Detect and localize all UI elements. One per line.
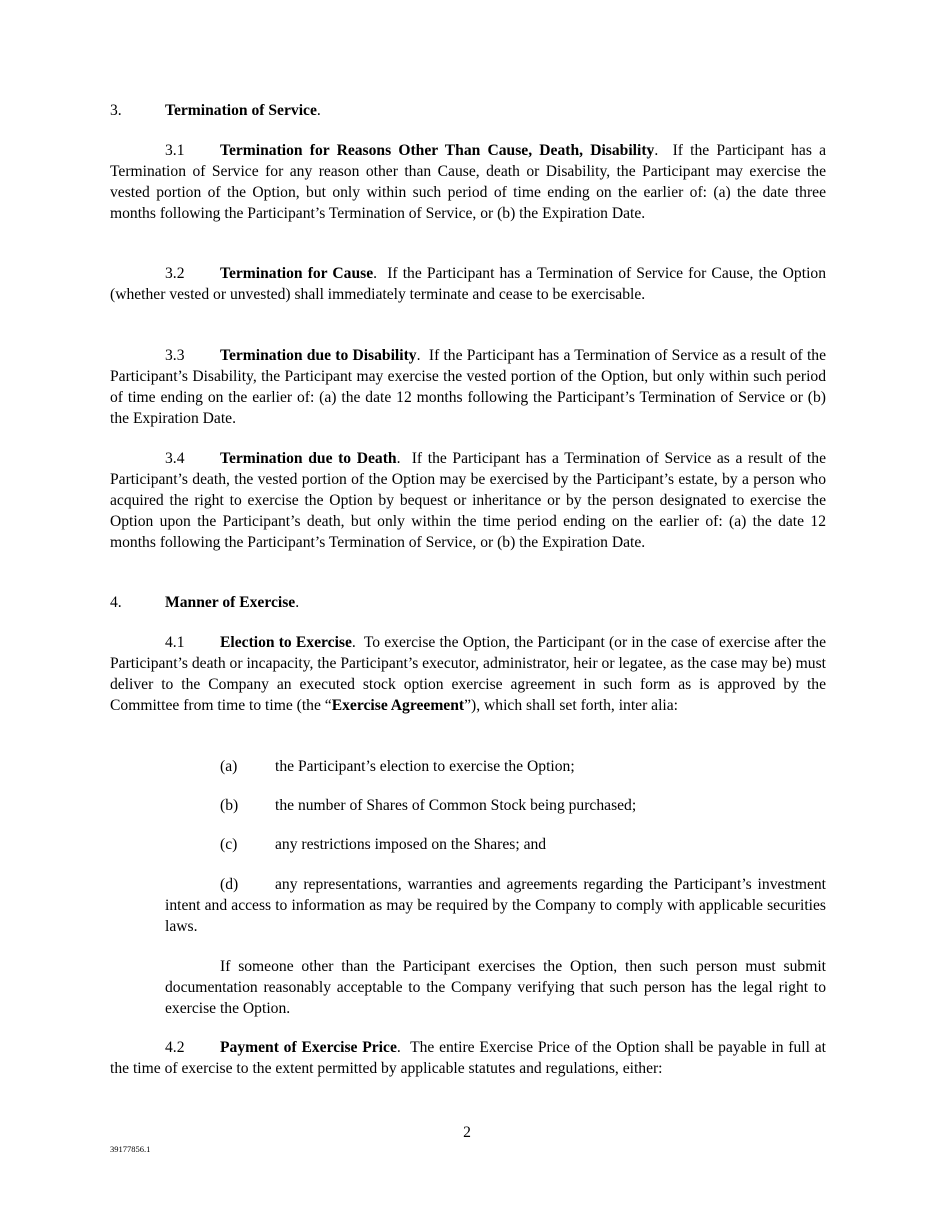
section-number: 3. xyxy=(110,102,122,119)
list-item-label: (c) xyxy=(220,836,238,853)
section-body: If the Participant has a Termination of Service as a result of the Participant’s death, the vested portion of the Option may be exercised by the Participant’s estate, by a person who acquired the right to exercise the Option by bequest or inheritance or by the person designated to exercise the Option upon the Participant’s death, but only within the time period ending on the earlier of: (a) the date 12 months following the Participant’s Termination of Service, or (b) the Expiration Date. xyxy=(110,450,826,551)
list-item-label: (b) xyxy=(220,797,239,814)
list-item xyxy=(220,795,636,816)
list-item xyxy=(165,874,826,937)
list-item-text: the Participant’s election to exercise the Option; xyxy=(275,758,575,775)
document-id: 39177856.1 xyxy=(110,1144,151,1154)
section-4-1: 4.1 Election to Exercise. To exercise the Option, the Participant (or in the case of exercise after the Participant’s death or incapacity, the Participant’s executor, administrator, heir or legatee, as the case may be) must deliver to the Company an executed stock option exercise agreement in such form as is approved by the Committee from time to time (the “Exercise Agreement”), which shall set forth, inter alia: xyxy=(110,634,827,714)
page-number: 2 xyxy=(463,1124,471,1141)
section-title: Termination for Reasons Other Than Cause, Death, Disability xyxy=(220,142,655,159)
section-body: The entire Exercise Price of the Option shall be payable in full at the time of exercise to the extent permitted by applicable statutes and regulations, either: xyxy=(110,1039,826,1077)
list-item xyxy=(220,834,546,855)
list-item-label: (a) xyxy=(220,758,238,775)
section-number: 4. xyxy=(110,594,122,611)
defined-term: Exercise Agreement xyxy=(331,697,465,714)
section-title: Payment of Exercise Price xyxy=(220,1039,397,1056)
section-3-4: 3.4 Termination due to Death. If the Participant has a Termination of Service as a result of the Participant’s death, the vested portion of the Option may be exercised by the Participant’s estate, by a person who acquired the right to exercise the Option by bequest or inheritance or by the person designated to exercise the Option upon the Participant’s death, but only within the time period ending on the earlier of: (a) the date 12 months following the Participant’s Termination of Service, or (b) the Expiration Date. xyxy=(110,450,826,551)
section-3-2: 3.2 Termination for Cause. If the Participant has a Termination of Service for Cause, the Option (whether vested or unvested) shall immediately terminate and cease to be exercisable. xyxy=(110,265,826,303)
section-body: If the Participant has a Termination of Service for Cause, the Option (whether vested or unvested) shall immediately terminate and cease to be exercisable. xyxy=(110,265,826,303)
section-title: Election to Exercise xyxy=(220,634,352,651)
section-title: Termination for Cause xyxy=(220,265,374,282)
list-item-text: the number of Shares of Common Stock being purchased; xyxy=(275,797,637,814)
section-4-heading: 4. Manner of Exercise. xyxy=(110,594,300,611)
list-item-text: any restrictions imposed on the Shares; and xyxy=(275,836,547,853)
section-body: To exercise the Option, the Participant (or in the case of exercise after the Participant’s death or incapacity, the Participant’s executor, administrator, heir or legatee, as the case may be) must deliver to the Company an executed stock option exercise agreement in such form as is approved by the Committee from time to time (the “ xyxy=(110,634,827,714)
section-body-tail: ”), which shall set forth, inter alia: xyxy=(464,697,679,714)
list-item-label: (d) xyxy=(220,876,239,893)
section-3-heading: 3. Termination of Service. xyxy=(110,102,321,119)
section-number: 3.2 xyxy=(165,265,185,282)
section-3-1: 3.1 Termination for Reasons Other Than Cause, Death, Disability. If the Participant has a Termination of Service for any reason other than Cause, death or Disability, the Participant may exercise the vested portion of the Option, but only within such period of time ending on the earlier of: (a) the date three months following the Participant’s Termination of Service, or (b) the Expiration Date. xyxy=(110,142,826,222)
section-3-3: 3.3 Termination due to Disability. If the Participant has a Termination of Service as a result of the Participant’s Disability, the Participant may exercise the vested portion of the Option, but only within such period of time ending on the earlier of: (a) the date 12 months following the Participant’s Termination of Service or (b) the Expiration Date. xyxy=(110,347,826,427)
section-4-2: 4.2 Payment of Exercise Price. The entire Exercise Price of the Option shall be payable in full at the time of exercise to the extent permitted by applicable statutes and regulations, either: xyxy=(110,1039,826,1077)
section-title: Termination due to Disability xyxy=(220,347,417,364)
section-number: 3.3 xyxy=(165,347,185,364)
section-title: Termination due to Death xyxy=(220,450,397,467)
section-title: Manner of Exercise xyxy=(165,594,296,611)
section-number: 3.4 xyxy=(165,450,185,467)
list-item xyxy=(220,756,575,777)
section-title: Termination of Service xyxy=(165,102,317,119)
list-item-text: any representations, warranties and agreements regarding the Participant’s investment intent and access to information as may be required by the Company to comply with applicable securities laws. xyxy=(165,876,826,935)
section-number: 4.2 xyxy=(165,1039,185,1056)
section-number: 3.1 xyxy=(165,142,185,159)
section-body: If the Participant has a Termination of Service for any reason other than Cause, death or Disability, the Participant may exercise the vested portion of the Option, but only within such period of time ending on the earlier of: (a) the date three months following the Participant’s Termination of Service, or (b) the Expiration Date. xyxy=(110,142,826,222)
section-number: 4.1 xyxy=(165,634,185,651)
non-participant-paragraph: If someone other than the Participant exercises the Option, then such person must submit documentation reasonably acceptable to the Company verifying that such person has the legal right to exercise the Option. xyxy=(165,958,826,1017)
section-body: If the Participant has a Termination of Service as a result of the Participant’s Disability, the Participant may exercise the vested portion of the Option, but only within such period of time ending on the earlier of: (a) the date 12 months following the Participant’s Termination of Service or (b) the Expiration Date. xyxy=(110,347,826,427)
